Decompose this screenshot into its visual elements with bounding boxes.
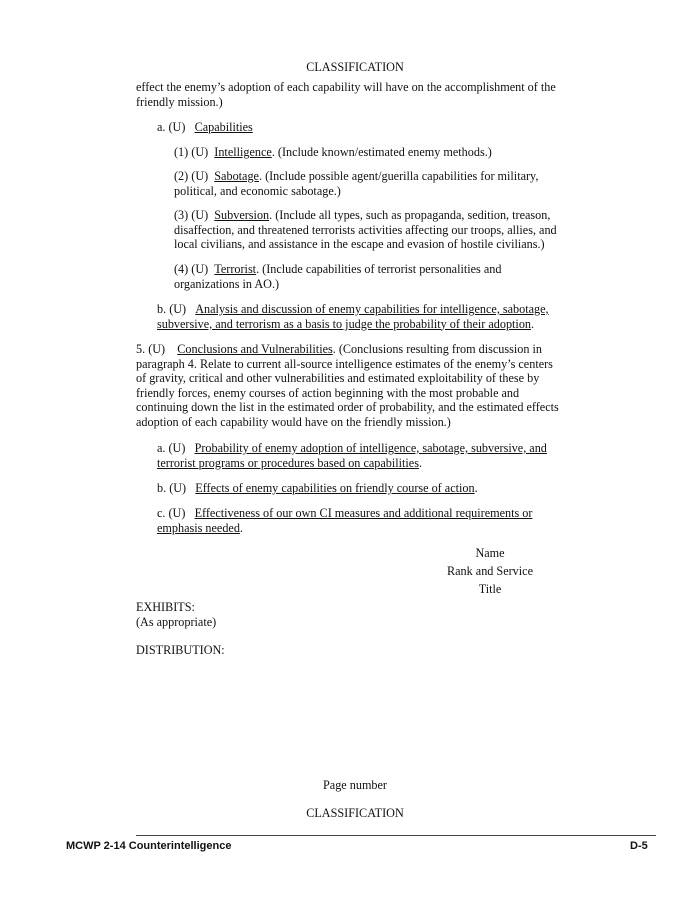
distribution-label: DISTRIBUTION: — [136, 643, 225, 657]
para-5: 5. (U) Conclusions and Vulnerabilities. (Conclusions resulting from discussion in paragraph 4. Relate to current all-source intelligence estimates of the enemy’s centers of gravity, critical and other vulnerabilities and estimated exploitability of these by friendly forces, enemy courses of action beginning with the most probable and continuing down the list in the estimated order of probability, and the estimated effects adoption of each capability would have on the friendly mission.) — [136, 342, 559, 429]
para-a-item-2: (2) (U) Sabotage. (Include possible agent/guerilla capabilities for military, political, and economic sabotage.) — [174, 169, 539, 198]
para-5-title: Conclusions and Vulnerabilities — [177, 342, 333, 356]
para-a-heading — [157, 120, 253, 135]
para-a-item-3: (3) (U) Subversion. (Include all types, such as propaganda, sedition, treason, disaffection, and threatened terrorists activities affecting our troops, allies, and local civilians, and assistance in the escape and evasion of hostile civilians.) — [174, 208, 557, 252]
footer-publication: MCWP 2-14 Counterintelligence — [66, 840, 232, 852]
para-b: b. (U) Analysis and discussion of enemy capabilities for intelligence, sabotage, subversive, and terrorism as a basis to judge the probability of their adoption. — [157, 302, 549, 331]
para-a-item-1: (1) (U) Intelligence. (Include known/estimated enemy methods.) — [174, 145, 492, 159]
para-5-sub-b: b. (U) Effects of enemy capabilities on friendly course of action. — [157, 481, 478, 495]
signature-name: Name — [475, 546, 505, 560]
para-b-label: b. (U) — [157, 302, 187, 316]
signature-title: Title — [478, 582, 502, 596]
footer-divider — [136, 835, 656, 836]
intro-text: effect the enemy’s adoption of each capability will have on the accomplishment of the friendly mission.) — [136, 80, 556, 109]
page-number-label: Page number — [323, 778, 387, 792]
para-5-label: 5. (U) — [136, 342, 166, 356]
para-5-sub-a: a. (U) Probability of enemy adoption of intelligence, sabotage, subversive, and terrorist programs or procedures based on capabilities. — [157, 441, 547, 470]
para-a-title: Capabilities — [194, 120, 253, 134]
footer-page-id: D-5 — [630, 840, 648, 852]
para-b-text: Analysis and discussion of enemy capabilities for intelligence, sabotage, subversive, and terrorism as a basis to judge the probability of their adoption — [157, 302, 549, 331]
para-5-sub-c: c. (U) Effectiveness of our own CI measures and additional requirements or emphasis needed. — [157, 506, 533, 535]
para-a-item-4: (4) (U) Terrorist. (Include capabilities of terrorist personalities and organizations in AO.) — [174, 262, 502, 291]
exhibits-label: EXHIBITS: — [136, 600, 195, 614]
para-a-label: a. (U) — [157, 120, 186, 134]
signature-rank: Rank and Service — [447, 564, 533, 578]
exhibits-value: (As appropriate) — [136, 615, 217, 629]
header-classification: CLASSIFICATION — [306, 60, 404, 74]
footer-classification: CLASSIFICATION — [306, 806, 404, 820]
